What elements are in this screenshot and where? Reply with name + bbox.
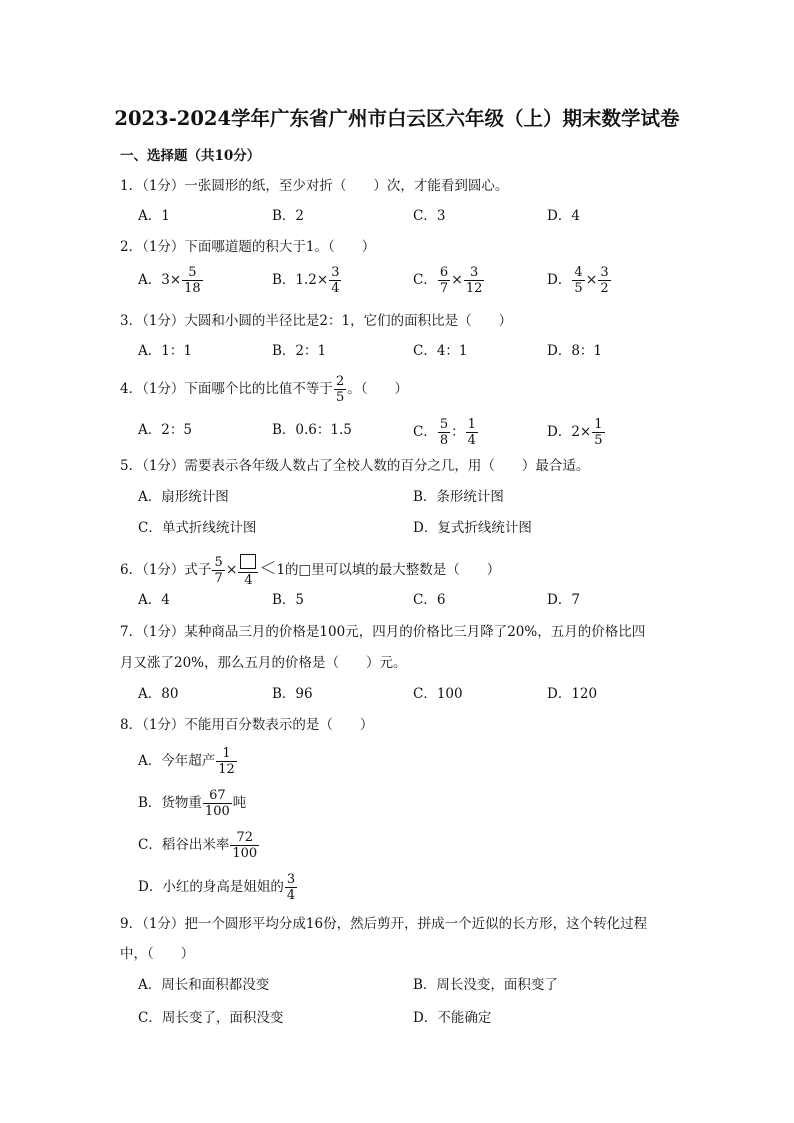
question-5: 5．（1分）需要表示各年级人数占了全校人数的百分之几，用（ ）最合适。 [120, 458, 590, 474]
fraction [464, 266, 485, 295]
square-box-icon [240, 554, 256, 569]
q6-option-a[interactable]: A．4 [138, 592, 170, 608]
question-4 [120, 375, 408, 404]
q5-option-a[interactable]: A．扇形统计图 [138, 489, 229, 505]
q7-option-b[interactable]: B．96 [272, 686, 313, 702]
q3-option-b[interactable]: B．2：1 [272, 343, 327, 359]
q4-text: 4．（1分）下面哪个比的比值不等于 [120, 381, 333, 397]
question-7-line-2: 月又涨了20%，那么五月的价格是（ ）元。 [120, 655, 407, 671]
numerator: 2 [335, 374, 345, 389]
q8-c-label: C．稻谷出米率 [138, 837, 230, 853]
times-sign: × [451, 272, 463, 288]
q1-option-b[interactable]: B．2 [272, 208, 305, 224]
fraction [592, 418, 604, 447]
q2-d-label: D． [547, 272, 572, 288]
q7-option-d[interactable]: D．120 [547, 686, 598, 702]
q9-option-c[interactable]: C．周长变了，面积没变 [138, 1010, 284, 1026]
numerator: 3 [331, 265, 340, 280]
q2-c-label: C． [413, 272, 437, 288]
fraction [203, 789, 232, 818]
q3-option-a[interactable]: A．1：1 [138, 343, 192, 359]
numerator: 5 [214, 555, 223, 570]
q4-option-c[interactable] [413, 418, 479, 447]
q9-option-a[interactable]: A．周长和面积都没变 [138, 977, 270, 993]
ratio-colon: ： [451, 424, 465, 440]
numerator: 3 [600, 265, 609, 280]
q4-d-label: D．2× [547, 424, 592, 440]
q8-option-c[interactable] [138, 831, 260, 860]
question-3: 3．（1分）大圆和小圆的半径比是2：1，它们的面积比是（ ） [120, 313, 513, 329]
numerator: 1 [216, 747, 237, 762]
less-than-sign: ＜ [259, 559, 277, 579]
denominator: 100 [232, 846, 258, 861]
fraction [216, 747, 237, 776]
q3-option-c[interactable]: C．4：1 [413, 343, 468, 359]
times-sign: × [585, 272, 598, 288]
q2-option-d[interactable] [547, 266, 612, 295]
denominator: 18 [184, 281, 201, 296]
q7-option-a[interactable]: A．80 [138, 686, 179, 702]
q4-option-b[interactable]: B．0.6：1.5 [272, 422, 352, 438]
fraction [329, 266, 341, 295]
denominator: 8 [439, 433, 449, 448]
q6-text-end: 1的□里可以填的最大整数是（ ） [276, 562, 501, 578]
numerator: 4 [574, 265, 583, 280]
q6-text: 6．（1分）式子 [120, 562, 212, 578]
denominator: 7 [439, 281, 449, 296]
q6-option-c[interactable]: C．6 [413, 592, 446, 608]
denominator: 5 [574, 281, 583, 296]
fraction [230, 831, 259, 860]
q8-b-label: B．货物重 [138, 795, 202, 811]
fraction [238, 554, 258, 587]
q8-option-d[interactable] [138, 873, 298, 902]
q4-c-label: C． [413, 424, 437, 440]
numerator: 5 [439, 417, 449, 432]
q2-option-b[interactable] [272, 266, 342, 295]
q3-option-d[interactable]: D．8：1 [547, 343, 603, 359]
q2-option-c[interactable] [413, 266, 485, 295]
q1-option-c[interactable]: C．3 [413, 208, 446, 224]
q6-option-b[interactable]: B．5 [272, 592, 305, 608]
page-title: 2023-2024学年广东省广州市白云区六年级（上）期末数学试卷 [114, 107, 680, 130]
q4-text-end: 。（ ） [347, 381, 408, 397]
numerator: 1 [467, 417, 476, 432]
fraction [572, 266, 584, 295]
question-9-line-2: 中，（ ） [120, 946, 195, 962]
denominator: 100 [204, 804, 230, 819]
denominator: 4 [467, 433, 476, 448]
denominator: 4 [331, 281, 340, 296]
denominator: 4 [286, 888, 296, 903]
q4-option-d[interactable] [547, 418, 606, 447]
times-sign: × [225, 562, 238, 578]
q5-option-b[interactable]: B．条形统计图 [413, 489, 504, 505]
q2-b-label: B．1.2× [272, 272, 329, 288]
numerator: 72 [230, 831, 259, 846]
question-8: 8．（1分）不能用百分数表示的是（ ） [120, 717, 374, 733]
denominator: 5 [335, 390, 345, 405]
numerator: 3 [286, 872, 296, 887]
fraction [438, 418, 450, 447]
question-2: 2．（1分）下面哪道题的积大于1。（ ） [120, 239, 376, 255]
numerator: 67 [203, 789, 232, 804]
q8-a-label: A．今年超产 [138, 753, 216, 769]
question-6 [120, 554, 500, 587]
q8-option-b[interactable] [138, 789, 246, 818]
q2-option-a[interactable] [138, 266, 204, 295]
question-7-line-1: 7．（1分）某种商品三月的价格是100元，四月的价格比三月降了20%，五月的价格比四 [120, 624, 646, 640]
fraction [285, 873, 297, 902]
numerator: 5 [182, 266, 203, 281]
numerator: 3 [464, 266, 485, 281]
denominator: 4 [244, 573, 253, 588]
question-1: 1．（1分）一张圆形的纸，至少对折（ ）次，才能看到圆心。 [120, 178, 509, 194]
blank-box [238, 554, 258, 573]
denominator: 12 [465, 281, 483, 296]
q8-d-label: D．小红的身高是姐姐的 [138, 879, 284, 895]
q7-option-c[interactable]: C．100 [413, 686, 463, 702]
q5-option-c[interactable]: C．单式折线统计图 [138, 520, 257, 536]
q9-option-b[interactable]: B．周长没变，面积变了 [413, 977, 558, 993]
fraction [466, 418, 478, 447]
denominator: 2 [600, 281, 609, 296]
fraction [212, 556, 224, 585]
numerator: 6 [439, 265, 449, 280]
q8-option-a[interactable] [138, 747, 238, 776]
section-heading: 一、选择题（共10分） [120, 148, 261, 164]
fraction [438, 266, 450, 295]
fraction [334, 375, 346, 404]
q4-option-a[interactable]: A．2：5 [138, 422, 192, 438]
q2-a-label: A．3× [138, 272, 182, 288]
fraction [182, 266, 203, 295]
denominator: 5 [594, 433, 603, 448]
q6-option-d[interactable]: D．7 [547, 592, 580, 608]
numerator: 1 [594, 417, 603, 432]
q1-option-a[interactable]: A．1 [138, 208, 170, 224]
question-9-line-1: 9．（1分）把一个圆形平均分成16份，然后剪开，拼成一个近似的长方形，这个转化过程 [120, 916, 648, 932]
q1-option-d[interactable]: D．4 [547, 208, 580, 224]
q8-b-unit: 吨 [232, 795, 247, 811]
q9-option-d[interactable]: D．不能确定 [413, 1010, 492, 1026]
denominator: 12 [218, 762, 235, 777]
fraction [598, 266, 610, 295]
q5-option-d[interactable]: D．复式折线统计图 [413, 520, 532, 536]
denominator: 7 [214, 571, 223, 586]
